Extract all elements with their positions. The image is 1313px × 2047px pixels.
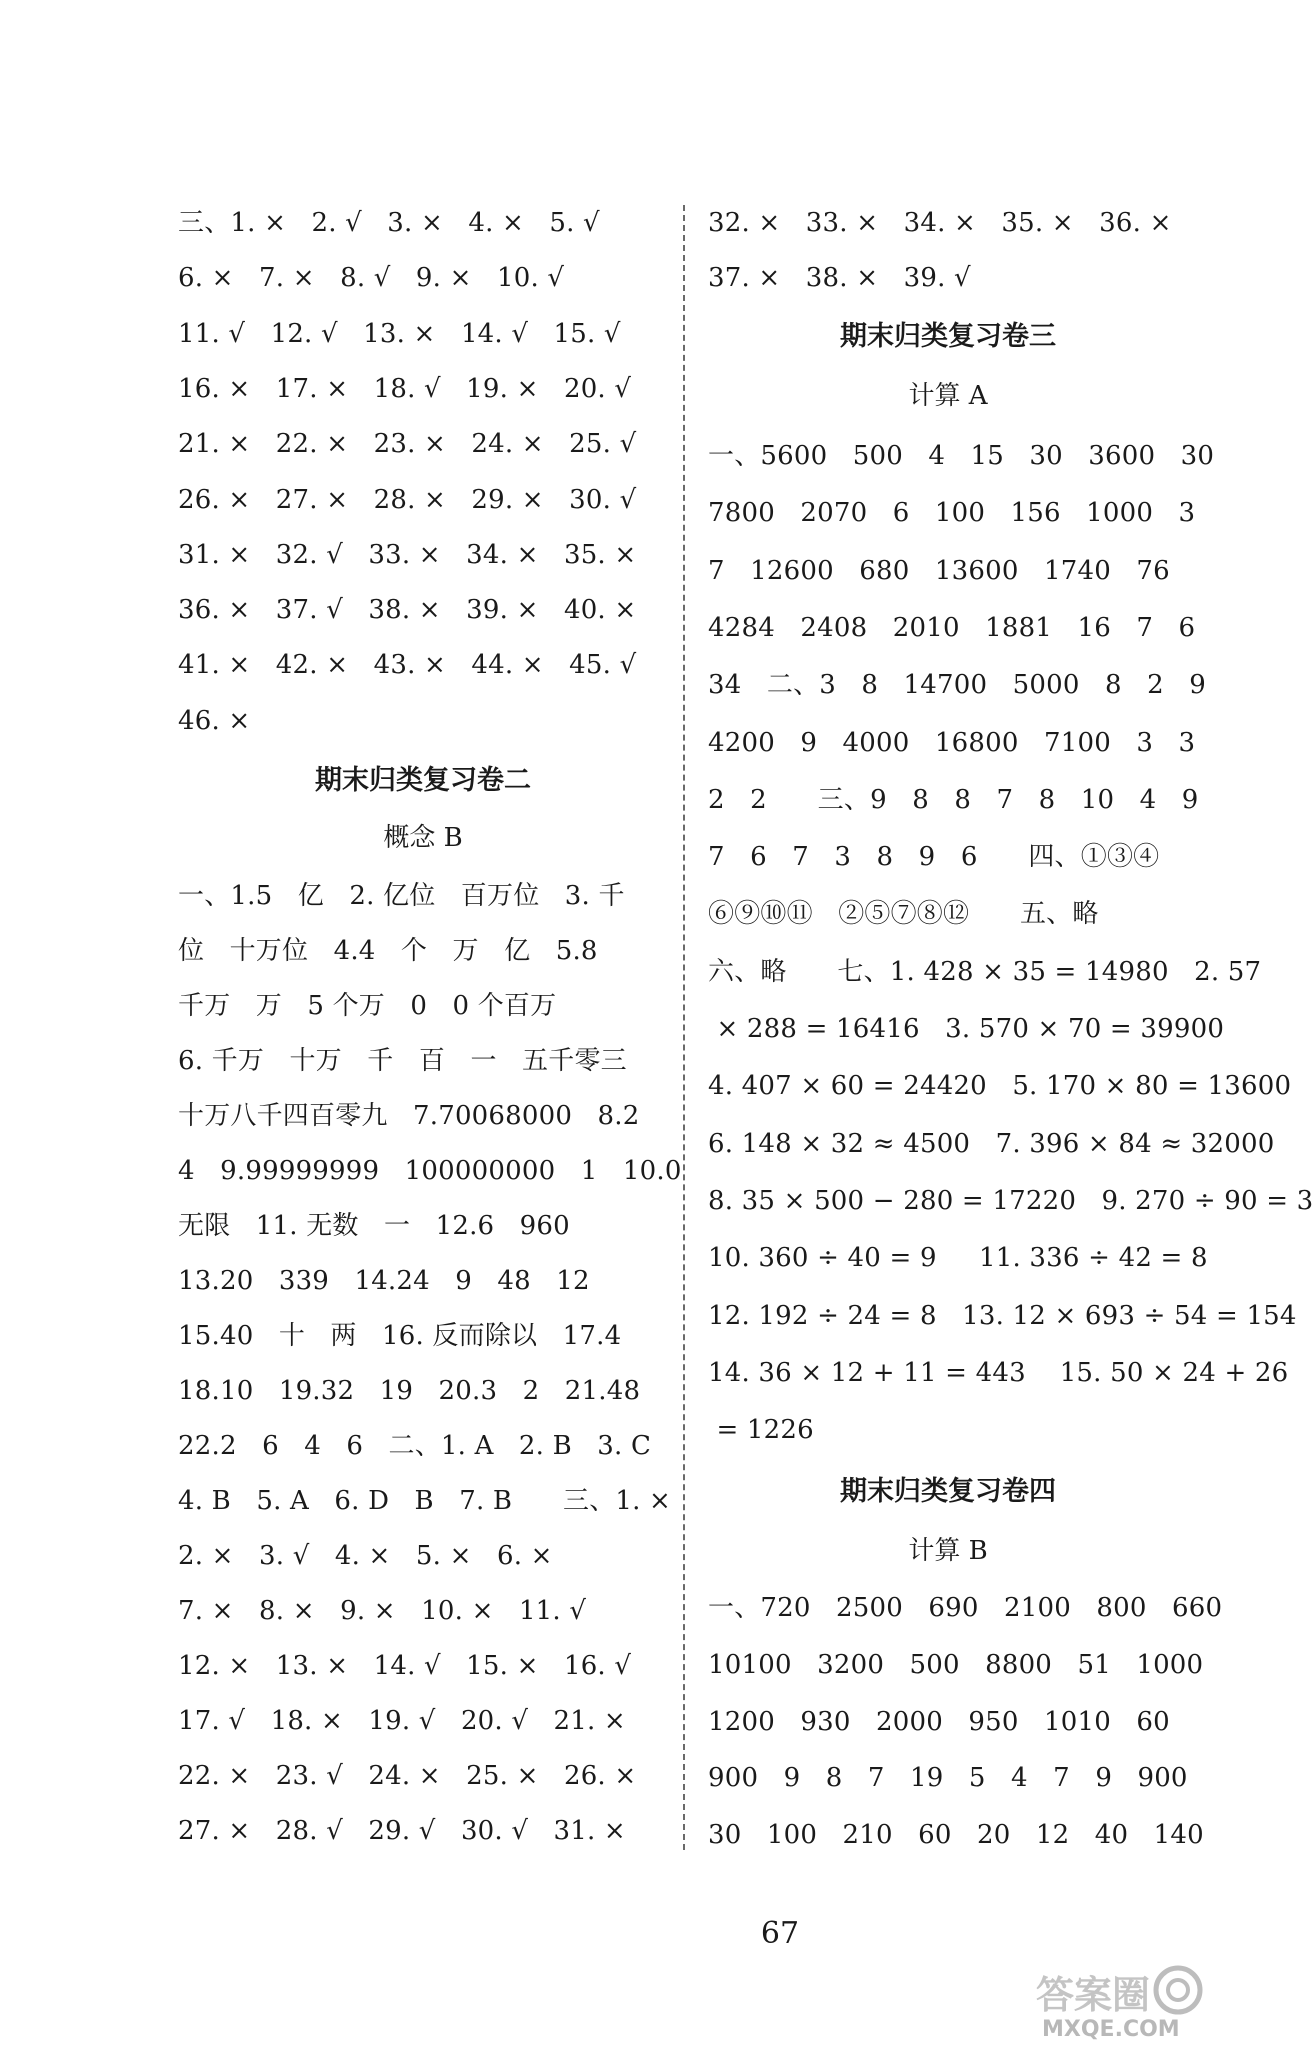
answer-line: 千万 万 5 个万 0 0 个百万	[178, 991, 557, 1021]
answer-line: 4. 407 × 60 = 24420 5. 170 × 80 = 13600	[708, 1071, 1292, 1102]
answer-line: 18.10 19.32 19 20.3 2 21.48	[178, 1376, 641, 1406]
answer-line: 32. × 33. × 34. × 35. × 36. ×	[708, 208, 1172, 238]
answer-line: 13.20 339 14.24 9 48 12	[178, 1266, 590, 1296]
answer-line: 六、略 七、1. 428 × 35 = 14980 2. 57	[708, 956, 1262, 987]
answer-line: 10100 3200 500 8800 51 1000	[708, 1649, 1204, 1680]
answer-line: 一、720 2500 690 2100 800 660	[708, 1593, 1223, 1623]
page-number: 67	[760, 1916, 800, 1951]
answer-line: 11. √ 12. √ 13. × 14. √ 15. √	[178, 318, 621, 349]
answer-line: 6. × 7. × 8. √ 9. × 10. √	[178, 263, 565, 294]
answer-line: 34 二、3 8 14700 5000 8 2 9	[708, 670, 1207, 701]
answer-line: 10. 360 ÷ 40 = 9 11. 336 ÷ 42 = 8	[708, 1243, 1208, 1274]
answer-line: 14. 36 × 12 + 11 = 443 15. 50 × 24 + 26	[708, 1357, 1289, 1388]
column-divider	[683, 205, 685, 1850]
answer-line: 4284 2408 2010 1881 16 7 6	[708, 612, 1196, 643]
answer-line: × 288 = 16416 3. 570 × 70 = 39900	[708, 1014, 1225, 1044]
answer-line: 37. × 38. × 39. √	[708, 263, 971, 294]
answer-line: 900 9 8 7 19 5 4 7 9 900	[708, 1763, 1188, 1794]
answer-line: 一、1.5 亿 2. 亿位 百万位 3. 千	[178, 881, 625, 911]
answer-line: 12. × 13. × 14. √ 15. × 16. √	[178, 1651, 632, 1681]
answer-line: 27. × 28. √ 29. √ 30. √ 31. ×	[178, 1816, 626, 1846]
exam4-subtitle: 计算 B	[908, 1536, 988, 1566]
answer-line: 36. × 37. √ 38. × 39. × 40. ×	[178, 595, 637, 626]
answer-line: 16. × 17. × 18. √ 19. × 20. √	[178, 373, 632, 404]
answer-line: 2 2 三、9 8 8 7 8 10 4 9	[708, 784, 1199, 815]
answer-line: 31. × 32. √ 33. × 34. × 35. ×	[178, 539, 637, 570]
answer-line: 21. × 22. × 23. × 24. × 25. √	[178, 429, 637, 460]
exam3-subtitle: 计算 A	[908, 381, 988, 411]
watermark-url: MXQE.COM	[1042, 2017, 1180, 2042]
answer-line: 2. × 3. √ 4. × 5. × 6. ×	[178, 1541, 553, 1571]
answer-line: 4. B 5. A 6. D B 7. B 三、1. ×	[178, 1486, 672, 1516]
answer-line: 三、1. × 2. √ 3. × 4. × 5. √	[178, 208, 600, 238]
answer-line: 8. 35 × 500 − 280 = 17220 9. 270 ÷ 90 = 3	[708, 1185, 1313, 1216]
answer-line: 22.2 6 4 6 二、1. A 2. B 3. C	[178, 1431, 652, 1461]
answer-line: 十万八千四百零九 7.70068000 8.2	[178, 1101, 640, 1131]
answer-line: 41. × 42. × 43. × 44. × 45. √	[178, 650, 637, 681]
answer-line: 30 100 210 60 20 12 40 140	[708, 1820, 1204, 1851]
answer-line: 无限 11. 无数 一 12.6 960	[178, 1211, 570, 1241]
answer-line: = 1226	[708, 1415, 814, 1446]
answer-line: 15.40 十 两 16. 反而除以 17.4	[178, 1321, 622, 1351]
exam3-title: 期末归类复习卷三	[840, 321, 1056, 352]
answer-line: 12. 192 ÷ 24 = 8 13. 12 × 693 ÷ 54 = 154	[708, 1300, 1297, 1331]
answer-line: 6. 148 × 32 ≈ 4500 7. 396 × 84 ≈ 32000	[708, 1128, 1275, 1159]
answer-line: 6. 千万 十万 千 百 一 五千零三	[178, 1046, 627, 1076]
answer-line: 7. × 8. × 9. × 10. × 11. √	[178, 1596, 587, 1626]
answer-line: 7800 2070 6 100 156 1000 3	[708, 498, 1196, 529]
answer-line: 26. × 27. × 28. × 29. × 30. √	[178, 484, 637, 515]
watermark-badge-icon	[1156, 1968, 1200, 2012]
exam2-subtitle: 概念 B	[383, 823, 463, 853]
answer-line: 46. ×	[178, 705, 251, 736]
answer-line: 一、5600 500 4 15 30 3600 30	[708, 441, 1215, 471]
exam2-title: 期末归类复习卷二	[315, 765, 531, 796]
answer-line: 7 12600 680 13600 1740 76	[708, 555, 1170, 586]
answer-line: 4200 9 4000 16800 7100 3 3	[708, 727, 1196, 758]
answer-line: ⑥⑨⑩⑪ ②⑤⑦⑧⑫ 五、略	[708, 899, 1099, 930]
answer-line: 7 6 7 3 8 9 6 四、①③④	[708, 842, 1160, 873]
watermark-logo	[1030, 1962, 1205, 2042]
watermark-text: 答案圈	[1036, 1973, 1151, 2017]
answer-line: 22. × 23. √ 24. × 25. × 26. ×	[178, 1761, 637, 1791]
answer-line: 1200 930 2000 950 1010 60	[708, 1706, 1170, 1737]
exam4-title: 期末归类复习卷四	[840, 1476, 1056, 1507]
answer-line: 位 十万位 4.4 个 万 亿 5.8	[178, 936, 598, 966]
answer-line: 17. √ 18. × 19. √ 20. √ 21. ×	[178, 1706, 626, 1736]
answer-line: 4 9.99999999 100000000 1 10.0	[178, 1156, 682, 1186]
